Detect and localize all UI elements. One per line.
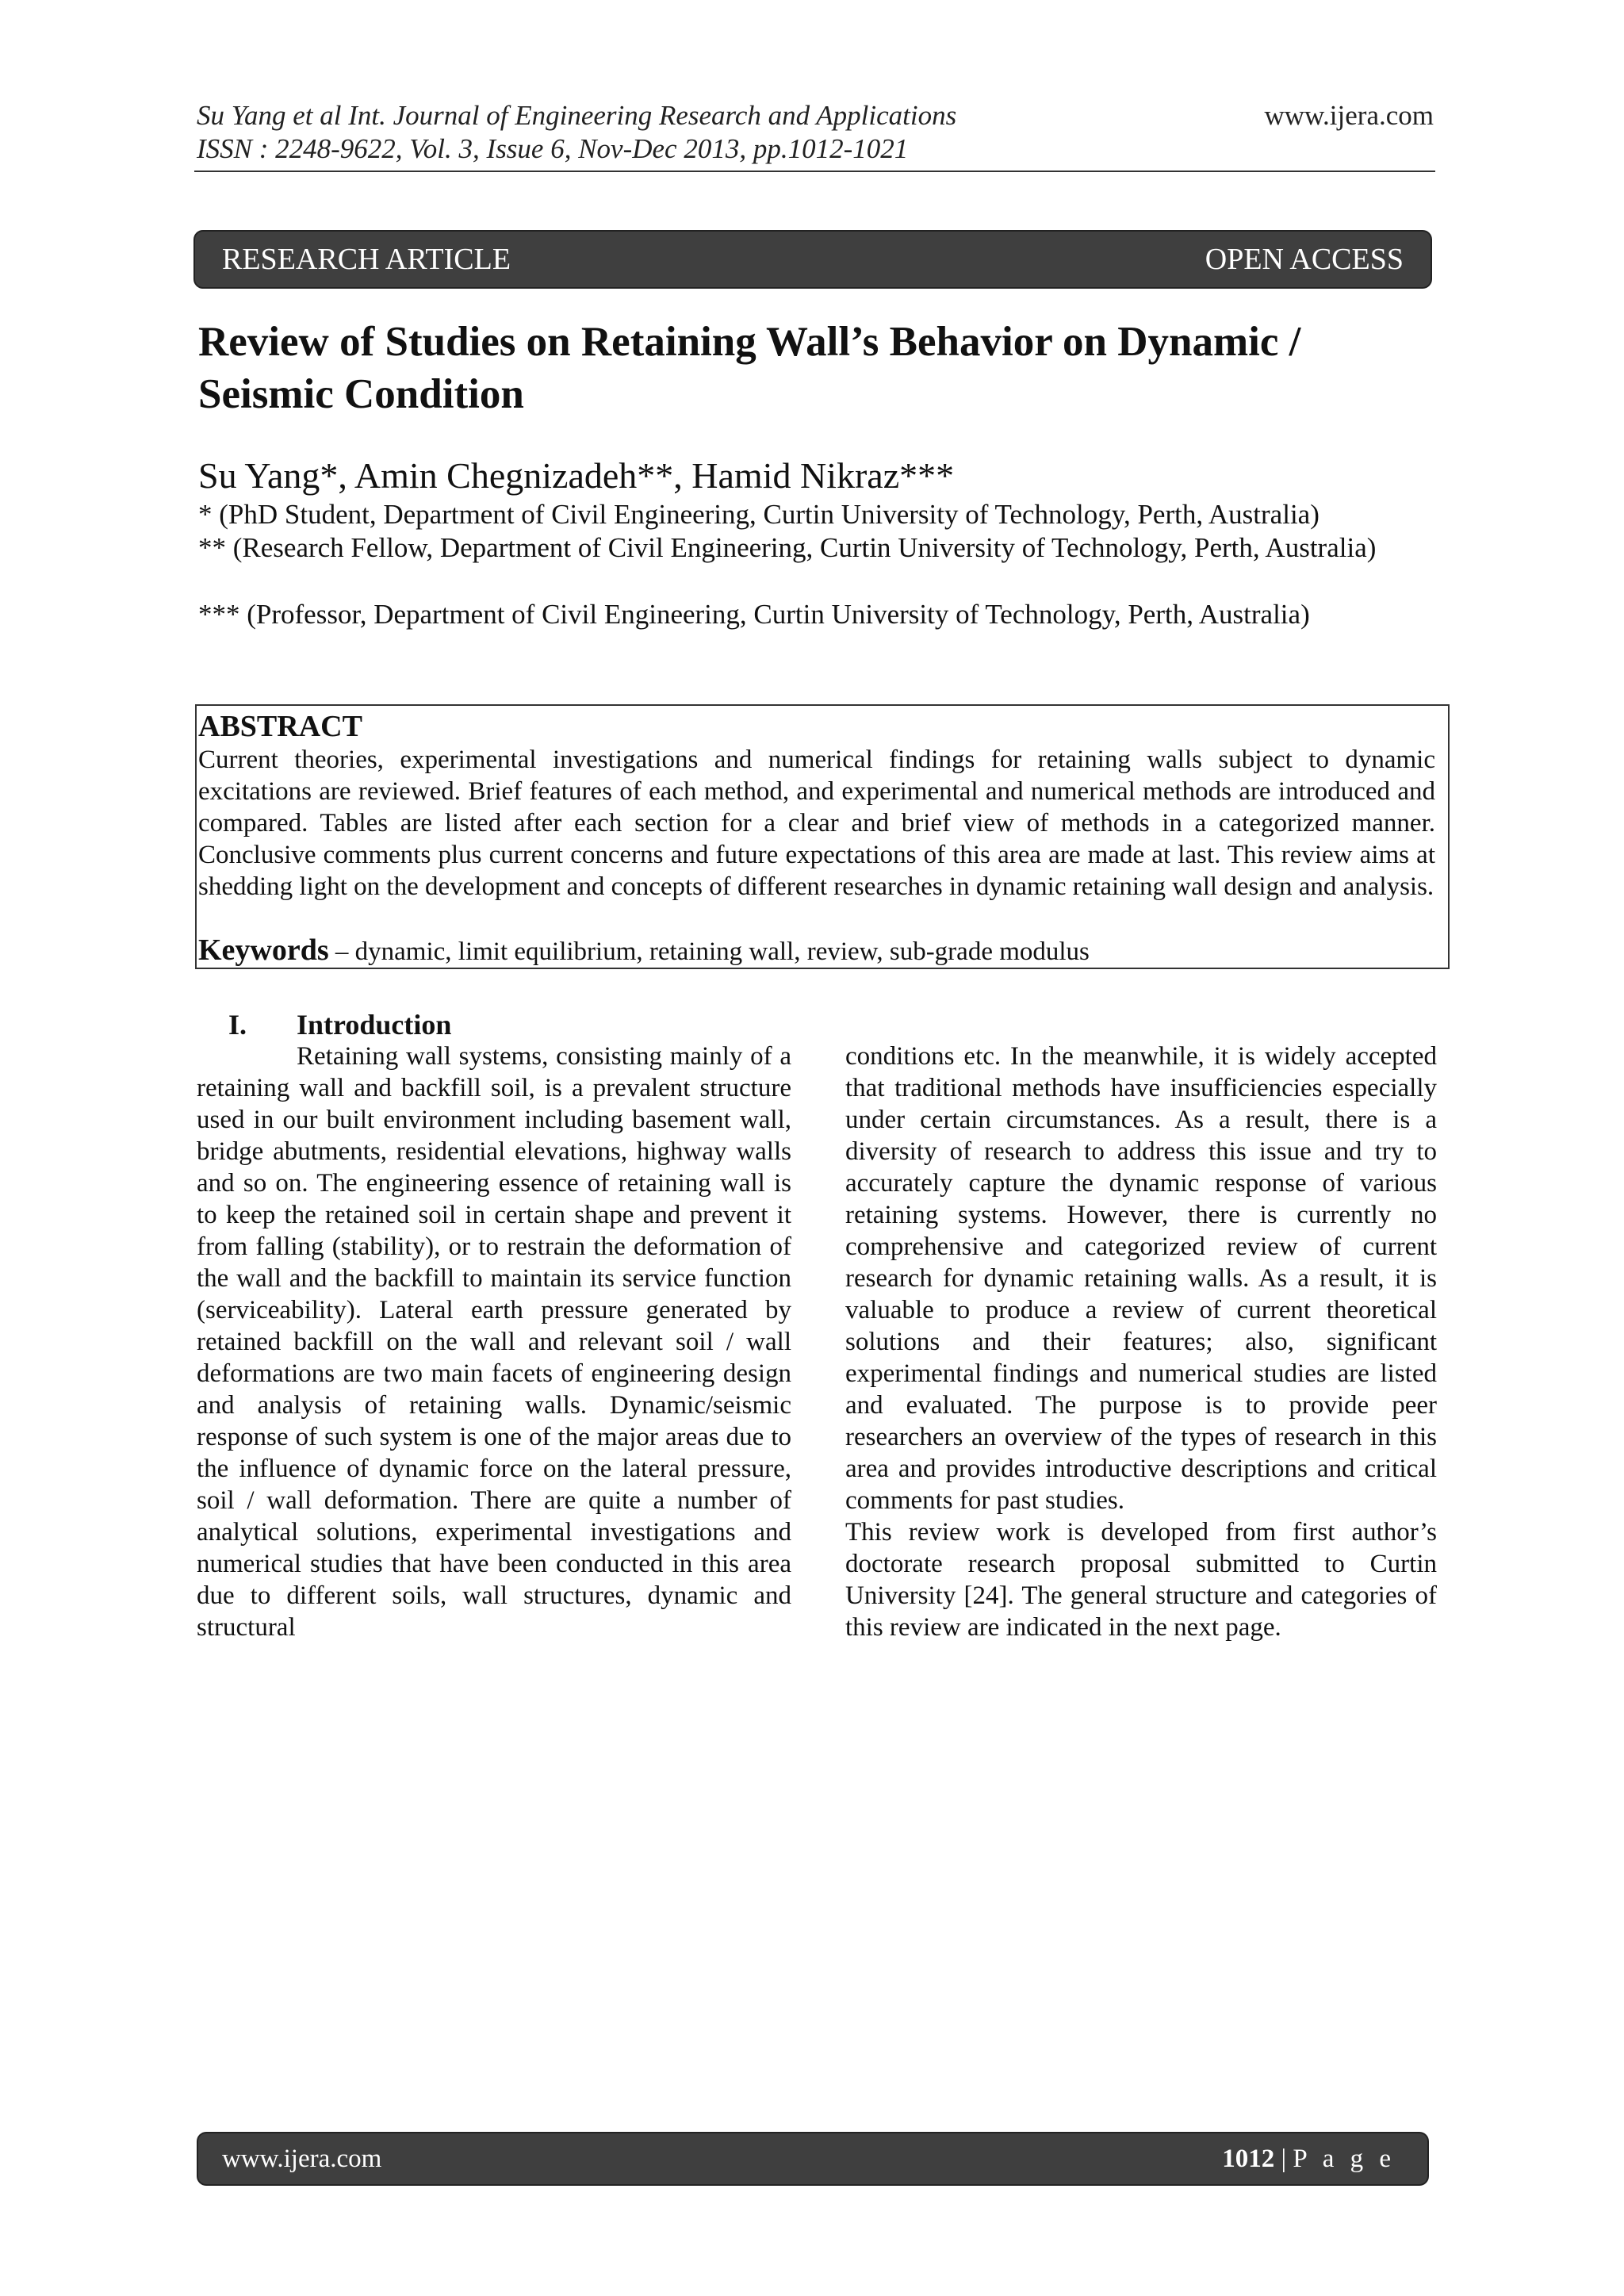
paper-title-line-2: Seismic Condition	[198, 371, 524, 417]
paper-title	[198, 316, 1435, 420]
running-header-journal: Su Yang et al Int. Journal of Engineering Research and Applications	[197, 100, 957, 131]
article-type-banner	[195, 232, 1431, 287]
keywords-text: – dynamic, limit equilibrium, retaining wall, review, sub-grade modulus	[328, 937, 1090, 966]
affiliation-1: * (PhD Student, Department of Civil Engineering, Curtin University of Technology, Perth, Australia)	[198, 499, 1320, 530]
footer-website-link[interactable]: www.ijera.com	[222, 2145, 382, 2173]
left-column	[197, 1041, 791, 1643]
page-footer	[198, 2133, 1427, 2184]
intro-paragraph-1: Retaining wall systems, consisting mainly of a retaining wall and backfill soil, is a prevalent structure used in our built environment including basement wall, bridge abutments, residential elevations, highway walls and so on. The engineering essence of retaining wall is to keep the retained soil in certain shape and prevent it from falling (stability), or to restrain the deformation of the wall and the backfill to maintain its service function (serviceability). Lateral earth pressure generated by retained backfill on the wall and relevant soil / wall deformations are two main facets of engineering design and analysis of retaining walls. Dynamic/seismic response of such system is one of the major areas due to the influence of dynamic force on the lateral pressure, soil / wall deformation. There are quite a number of analytical solutions, experimental investigations and numerical studies that have been conducted in this area due to different soils, wall structures, dynamic and structural	[197, 1042, 791, 1642]
keywords-line	[198, 934, 1090, 968]
page-separator: |	[1274, 2145, 1293, 2173]
section-number: I.	[228, 1009, 247, 1041]
affiliation-2: ** (Research Fellow, Department of Civil Engineering, Curtin University of Technology, Perth, Australia)	[198, 532, 1377, 563]
author-list: Su Yang*, Amin Chegnizadeh**, Hamid Nikraz***	[198, 455, 955, 496]
keywords-label: Keywords	[198, 933, 329, 967]
header-divider	[194, 171, 1435, 172]
page-number-block	[1222, 2133, 1396, 2184]
section-title: Introduction	[297, 1009, 452, 1041]
page-number: 1012	[1222, 2145, 1275, 2173]
intro-paragraph-2: conditions etc. In the meanwhile, it is widely accepted that traditional methods have insufficiencies especially under certain circumstances. As a result, there is a diversity of research to address this issue and try to accurately capture the dynamic response of various retaining systems. However, there is currently no comprehensive and categorized review of current research for dynamic retaining walls. As a result, it is valuable to produce a review of current theoretical solutions and their features; also, significant experimental findings and numerical studies are listed and evaluated. The purpose is to provide peer researchers an overview of the types of research in this area and provides introductive descriptions and critical comments for past studies.	[845, 1042, 1437, 1515]
running-header-issn: ISSN : 2248-9622, Vol. 3, Issue 6, Nov-Dec 2013, pp.1012-1021	[197, 133, 909, 164]
open-access-label: OPEN ACCESS	[1205, 243, 1404, 276]
header-website-link[interactable]: www.ijera.com	[1264, 100, 1434, 131]
abstract-text: Current theories, experimental investigations and numerical findings for retaining walls subject to dynamic excitations are reviewed. Brief features of each method, and experimental and numerical methods are introduced and compared. Tables are listed after each section for a clear and brief view of methods in a categorized manner. Conclusive comments plus current concerns and future expectations of this area are made at last. This review aims at shedding light on the development and concepts of different researches in dynamic retaining wall design and analysis.	[198, 746, 1435, 901]
right-column	[845, 1041, 1437, 1643]
page-word: P a g e	[1293, 2145, 1396, 2173]
abstract-heading: ABSTRACT	[198, 710, 362, 743]
paper-title-line-1: Review of Studies on Retaining Wall’s Behavior on Dynamic /	[198, 319, 1301, 365]
research-article-label: RESEARCH ARTICLE	[222, 243, 511, 276]
affiliation-3: *** (Professor, Department of Civil Engineering, Curtin University of Technology, Perth, Australia)	[198, 599, 1310, 630]
intro-paragraph-3: This review work is developed from first author’s doctorate research proposal submitted to Curtin University [24]. The general structure and categories of this review are indicated in the next page.	[845, 1518, 1437, 1642]
